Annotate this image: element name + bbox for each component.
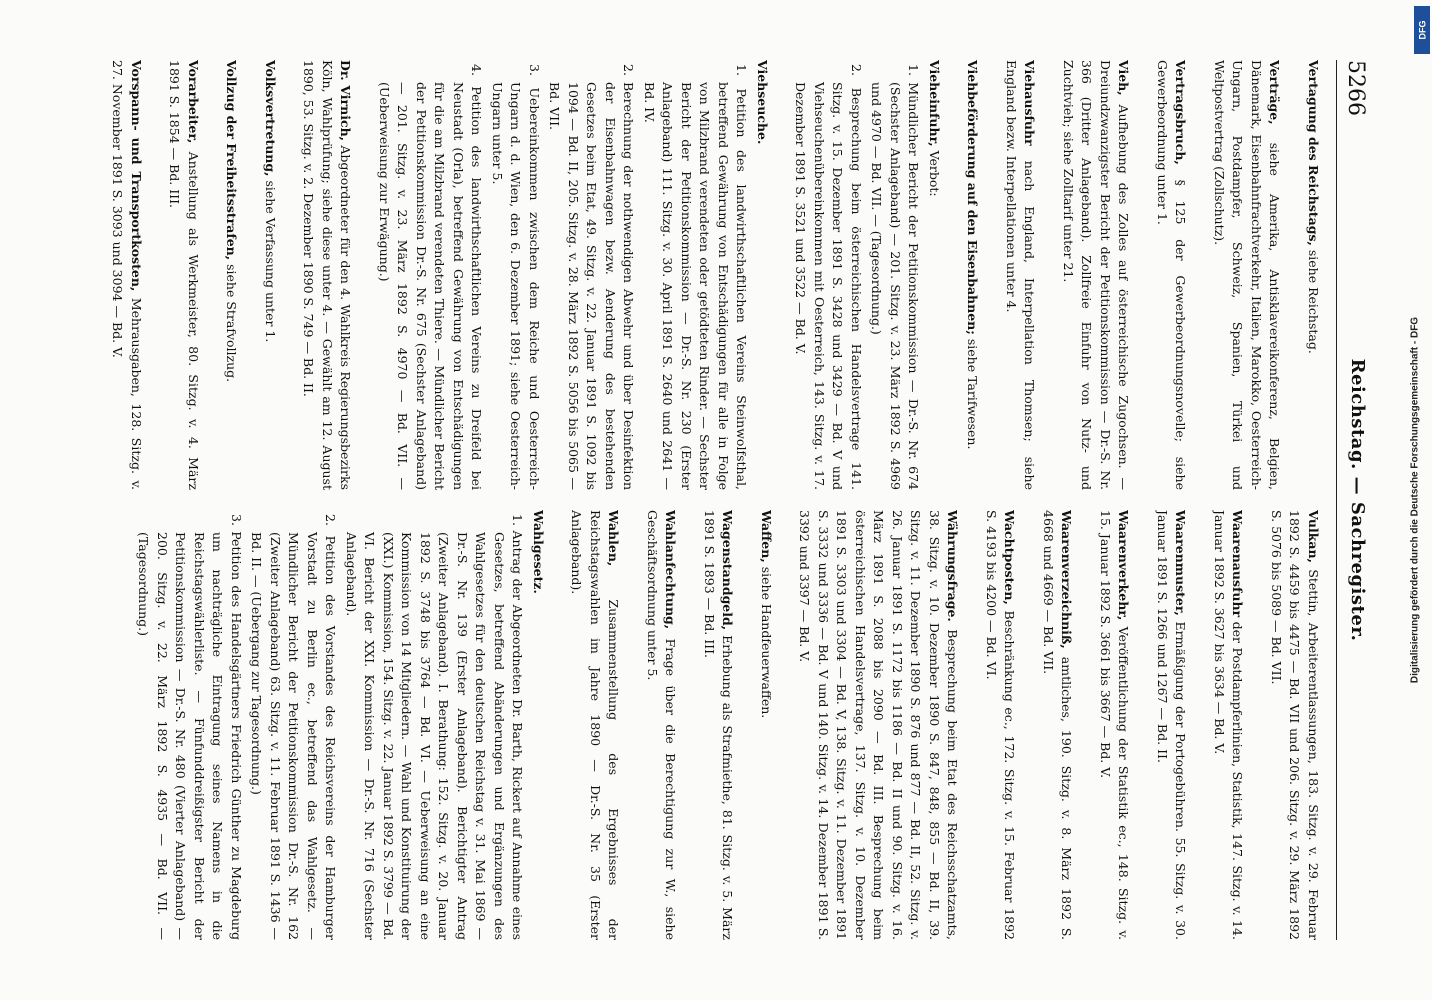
index-entry [1153,60,1190,490]
index-entry [1039,510,1076,940]
right-column [32,510,1322,940]
entry-keyword: Vollzug der Freiheitsstrafen, [224,60,240,261]
entry-text: Besprechung beim Etat des Reichsschatzamts, 38. Sitzg. v. 10. Dezember 1890 S. 847, 848, 855 — Bd. II, 39. Sitzg. v. 11. Dezember 1890 S. 876 und 877 — Bd. II, 52. Sitzg. v. 26. Januar 1891 S. 1172 bis 1186 — Bd. II und 90. Sitzg. v. 16. März 1891 S. 2088 bis 2090 — Bd. III. Besprechung beim österreichischen Handelsvertrage, 137. Sitzg. v. 10. Dezember 1891 S. 3303 und 3304 — Bd. V, 138. Sitzg. v. 11. Dezember 1891 S. 3332 und 3336 — Bd. V und 140. Sitzg. v. 14. Dezember 1891 S. 3392 und 3397 — Bd. V. [797,510,961,940]
entry-subitem: 2. Berechnung der nothwendigen Abwehr und über Desinfektion der Eisenbahnwagen bezw. Aenderung des bestehenden Gesetzes beim Etat, 49. Sitzg. v. 22. Januar 1891 S. 1092 bis 1094 — Bd. II, 205. Sitzg. v. 28. März 1892 S. 5056 bis 5065 — Bd. VII. [547,64,637,490]
entry-keyword: Wahlen, [606,510,622,567]
dfg-logo-text: DFG [1417,20,1427,40]
entry-text: Aufhebung des Zolles auf österreichische Zugochsen. — Dreiundzwanzigster Bericht der Petitionskommission — Dr.-S. Nr. 366 (Dritter Anlageband). Zollfreie Einfuhr von Nutz- und Zuchtvieh; siehe Zolltarif unter 21. [1061,60,1132,490]
digitization-notice: Digitalisierung gefördert durch die Deutsche Forschungsgemeinschaft - DFG [1409,316,1421,684]
entry-keyword: Verträge, [1267,60,1283,125]
entry-keyword: Waarenausfuhr [1230,510,1246,618]
left-column [32,60,1322,490]
index-entry [108,60,145,490]
entry-keyword: Wahlgesetz. [531,510,546,594]
entry-keyword: Vulkan, [1306,510,1321,563]
entry-text: § 125 der Gewerbeordnungsnovelle; siehe Gewerbeordnung unter 1. [1155,60,1189,490]
index-entry [1096,510,1133,940]
entry-text: siehe Amerika, Antisklavereikonferenz, Belgien, Dänemark, Eisenbahnfrachtverkehr, Italien, Marokko, Oesterreich-Ungarn, Postdampfer, Schweiz, Spanien, Türkei und Weltpostvertrag (Zollschutz). [1212,60,1283,490]
index-entry [1210,510,1247,940]
entry-subitem: 3. Petition des Handelsgärtners Friedrich Günther zu Magdeburg um nachträgliche Eintragung seines Namens in die Reichstagswählerliste. — Fünfunddreißigster Bericht der Petitionskommission — Dr.-S. Nr. 480 (Vierter Anlageband) — 200. Sitzg. v. 22. März 1892 S. 4935 — Bd. VII. — (Tagesordnung.) [136,514,244,940]
entry-text: siehe Reichstag. [1306,249,1321,354]
index-entry [963,60,982,490]
index-entry [567,510,623,940]
index-entry [1267,510,1323,940]
entry-keyword: Waarenverkehr, [1116,510,1132,621]
entry-keyword: Viehseuche. [755,60,770,145]
entry-text: Verbot: [927,150,942,197]
entry-subitem: 1. Mündlicher Bericht der Petitionskommission — Dr.-S. Nr. 674 (Sechster Anlageband) — 201. Sitzg. v. 23. März 1892 S. 4969 und 4970 — Bd. VII. — (Tagesordnung.) [869,64,922,490]
index-entry [222,60,241,490]
entry-subitem: 2. Petition des Vorstandes des Reichsvereins der Hamburger Vorstadt zu Berlin ec., betreffend das Wahlgesetz. — Mündlicher Bericht der Petitionskommission Dr.-S. Nr. 162 (Zweiter Anlageband) 63. Sitzg. v. 11. Februar 1891 S. 1436 — Bd. II. — (Uebergang zur Tagesordnung.) [249,514,339,940]
header-rule [1336,60,1337,940]
entry-text: Zusammenstellung des Ergebnisses der Reichstagswahlen im Jahre 1890 — Dr.-S. Nr. 35 (Erster Anlageband). [569,510,622,940]
entry-text: amtliches, 190. Sitzg. v. 8. März 1892 S. 4668 und 4669 — Bd. VII. [1041,510,1075,940]
index-entry [1059,60,1133,490]
entry-keyword: Wachtposten, [1002,510,1018,605]
index-entry [165,60,202,490]
entry-text: Abgeordneter für den 4. Wahlkreis Regierungsbezirks Köln, Wahlprüfung; siehe diese unter 4. — Gewählt am 12. August 1890, 53. Sitzg. v. 2. Dezember 1890 S. 749 — Bd. II. [301,60,354,490]
entry-keyword: Viehausfuhr [1022,60,1038,146]
entry-text: Stettin, Arbeiterentlassungen, 183. Sitzg. v. 29. Februar 1892 S. 4459 bis 4475 — Bd. VII und 206. Sitzg. v. 29. März 1892 S. 5076 bis 5089 — Bd. VII. [1269,510,1321,940]
entry-keyword: Viehbeförderung auf den Eisenbahnen; [965,60,981,335]
entry-text: Beschränkung ec., 172. Sitzg. v. 15. Februar 1892 S. 4193 bis 4200 — Bd. VI. [984,510,1018,940]
index-entry [757,510,776,940]
entry-text: Mehrausgaben, 128. Sitzg. v. 27. November 1891 S. 3093 und 3094 — Bd. V. [110,60,144,490]
entry-keyword: Vieh, [1116,60,1132,96]
entry-subitem: 3. Uebereinkommen zwischen dem Reiche und Oesterreich-Ungarn d. d. Wien, den 6. Dezember 1891; siehe Oesterreich-Ungarn unter 5. [490,64,542,490]
index-entry [795,510,962,940]
entry-subitem: 2. Besprechung beim österreichischen Handelsvertrage 141. Sitzg. v. 15. Dezember 1891 S. 3428 und 3429 — Bd. V und Viehseuchenübereinkommen mit Oesterreich, 143. Sitzg. v. 17. Dezember 1891 S. 3521 und 3522 — Bd. V. [793,64,864,490]
index-entry [1002,60,1039,490]
entry-text: Ermäßigung der Portogebühren. 55. Sitzg. v. 30. Januar 1891 S. 1266 und 1267 — Bd. II. [1155,510,1189,940]
entry-text: Anstellung als Werkmeister, 80. Sitzg. v. 4. März 1891 S. 1854 — Bd. III. [167,60,201,490]
entry-keyword: Vertagung des Reichstags, [1306,60,1321,246]
entry-text: siehe Tarifwesen. [965,338,981,450]
entry-keyword: Wagenstandgeld, [720,510,736,631]
entry-keyword: Vieheinfuhr, [927,60,942,147]
entry-text: Veröffentlichung der Statistik ec., 148. Sitzg. v. 15. Januar 1892 S. 3661 bis 3667 — Bd. V. [1098,510,1132,940]
index-entry [375,60,772,490]
entry-keyword: Vorarbeiter, [186,60,201,144]
index-entry [791,60,943,490]
index-entry [643,510,680,940]
entry-text: nach England, Interpellation Thomsen; siehe England bezw. Interpellationen unter 4. [1004,60,1038,490]
entry-text: siehe Verfassung unter 1. [263,180,278,343]
index-entry [982,510,1019,940]
page-title: Reichstag. — Sachregister. [1347,358,1368,642]
entry-text: siehe Handfeuerwaffen. [759,566,774,719]
index-entry [299,60,355,490]
entry-subitem: 1. Antrag der Abgeordneten Dr. Barth, Rickert auf Annahme eines Gesetzes, betreffend Abänderungen und Ergänzungen des Wahlgesetzes für den deutschen Reichstag v. 31. Mai 1869 — Dr.-S. Nr. 139 (Erster Anlageband). Berichtigter Antrag (Zweiter Anlageband). I. Berathung: 152. Sitzg. v. 20. Januar 1892 S. 3748 bis 3764 — Bd. VI. — Ueberweisung an eine Kommission von 14 Mitgliedern. — Wahl und Konstituirung der (XXI.) Kommission, 154. Sitzg. v. 22. Januar 1892 S. 3799 — Bd. VI. Bericht der XXI. Kommission — Dr.-S. Nr. 716 (Sechster Anlageband). [344,514,526,940]
entry-keyword: Vorspann- und Transportkosten, [129,60,144,292]
index-entry [1210,60,1284,490]
page-header [1342,60,1412,940]
entry-keyword: Vertragsbruch, [1173,60,1189,165]
index-entry [261,60,280,490]
entry-keyword: Waffen, [759,510,774,563]
entry-subitem: 4. Petition des landwirthschaftlichen Vereins zu Dreifeld bei Neustadt (Orla), betreffend Gewährung von Entschädigungen für die am Milzbrand verendeten Thiere. — Mündlicher Bericht der Petitionskommission Dr.-S. Nr. 675 (Sechster Anlageband) — 201. Sitzg. v. 23. März 1892 S. 4970 — Bd. VII. — (Ueberweisung zur Erwägung.) [377,64,485,490]
dfg-logo [1414,6,1430,54]
page-number: 5266 [1343,60,1368,116]
entry-keyword: Währungsfrage. [945,510,961,622]
index-entry [1153,510,1190,940]
index-entry [1304,60,1323,490]
entry-keyword: Volksvertretung, [263,60,278,177]
entry-keyword: Waarenverzeichniß, [1059,510,1075,649]
entry-keyword: Waarenmuster, [1173,510,1189,616]
entry-text: der Postdampferlinien, Statistik, 147. Sitzg. v. 14. Januar 1892 S. 3627 bis 3634 — Bd. V. [1212,510,1246,940]
index-entry [700,510,737,940]
entry-text: Frage über die Berechtigung zur W., siehe Geschäftsordnung unter 5. [645,510,679,940]
entry-keyword: Wahlanfechtung, [663,510,679,630]
entry-subitem: 1. Petition des landwirthschaftlichen Vereins Steinwolfsthal, betreffend Gewährung von Entschädigungen für alle in Folge von Milzbrand verendeten oder getödteten Rinder. — Sechster Bericht der Petitionskommission — Dr.-S. Nr. 230 (Erster Anlageband) 111. Sitzg. v. 30. April 1891 S. 2640 und 2641 — Bd. IV. [642,64,750,490]
index-entry [134,510,547,940]
entry-text: siehe Strafvollzug. [224,264,240,383]
entry-text: Erhebung als Strafmiethe, 81. Sitzg. v. 5. März 1891 S. 1893 — Bd. III. [702,510,736,940]
entry-keyword: Dr. Virnich, [338,60,354,142]
